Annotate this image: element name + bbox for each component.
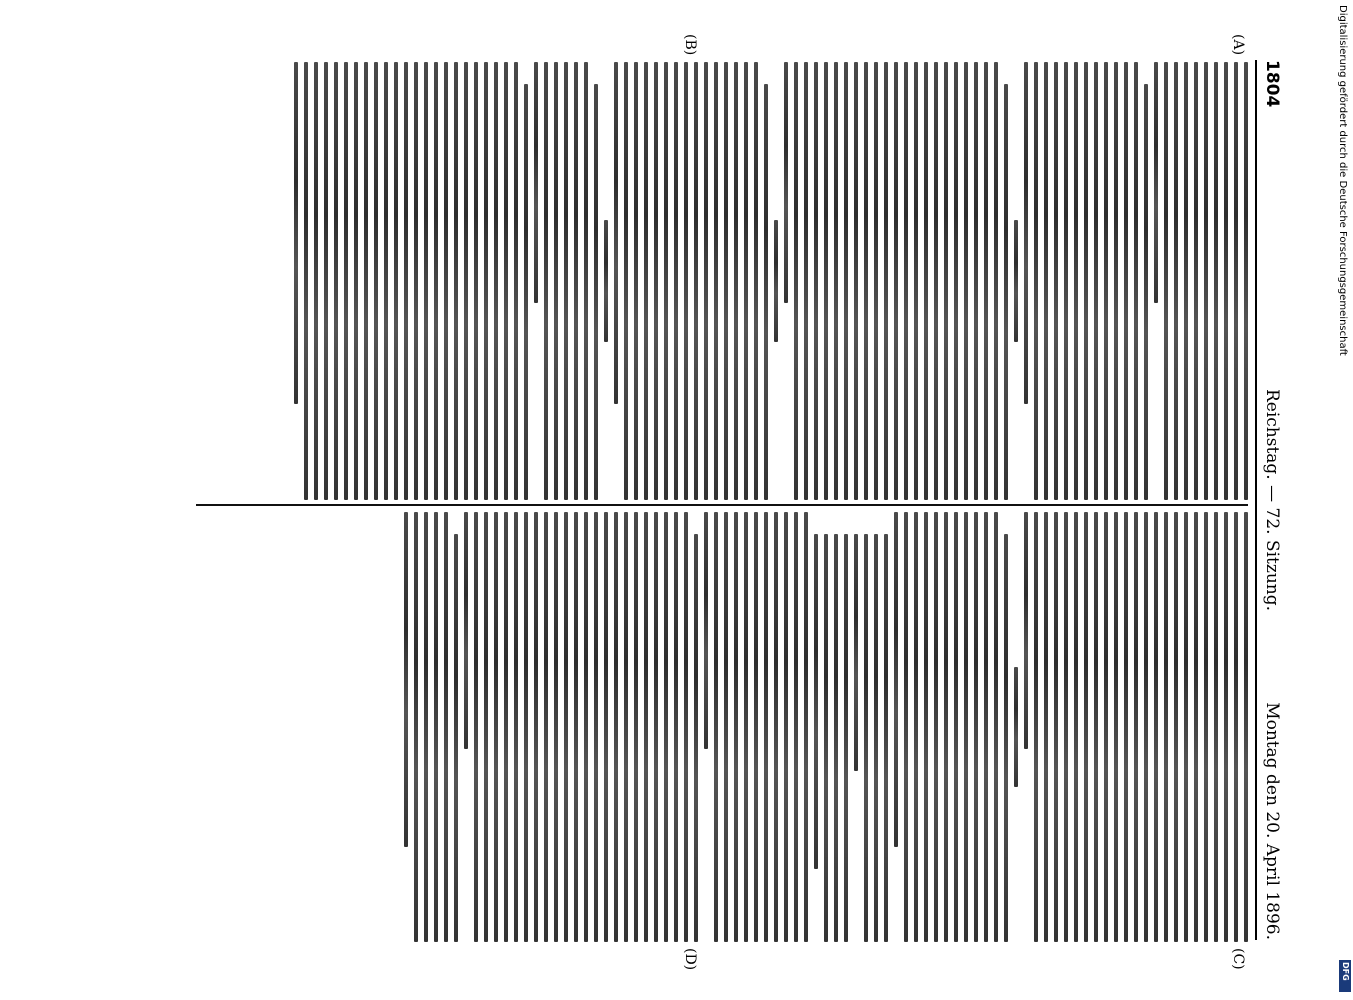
margin-marker-b: (B): [682, 34, 698, 56]
margin-marker-d: (D): [682, 948, 698, 971]
margin-marker-a: (A): [1230, 34, 1246, 56]
column-divider: [196, 504, 1248, 506]
text-column-right: [196, 512, 1248, 942]
page-header: [1258, 60, 1288, 940]
margin-marker-c: (C): [1230, 948, 1246, 970]
session-title: Reichstag. — 72. Sitzung.: [1262, 388, 1282, 612]
page-number: 1804: [1262, 60, 1282, 108]
session-date: Montag den 20. April 1896.: [1262, 702, 1282, 940]
dfg-logo: [1339, 960, 1351, 992]
text-column-left: [196, 62, 1248, 500]
digitization-credit-text: Digitalisierung gefördert durch die Deutsche Forschungsgemeinschaft: [1337, 5, 1348, 356]
header-rule: [1255, 60, 1257, 940]
dfg-logo-text: DFG: [1341, 962, 1350, 981]
